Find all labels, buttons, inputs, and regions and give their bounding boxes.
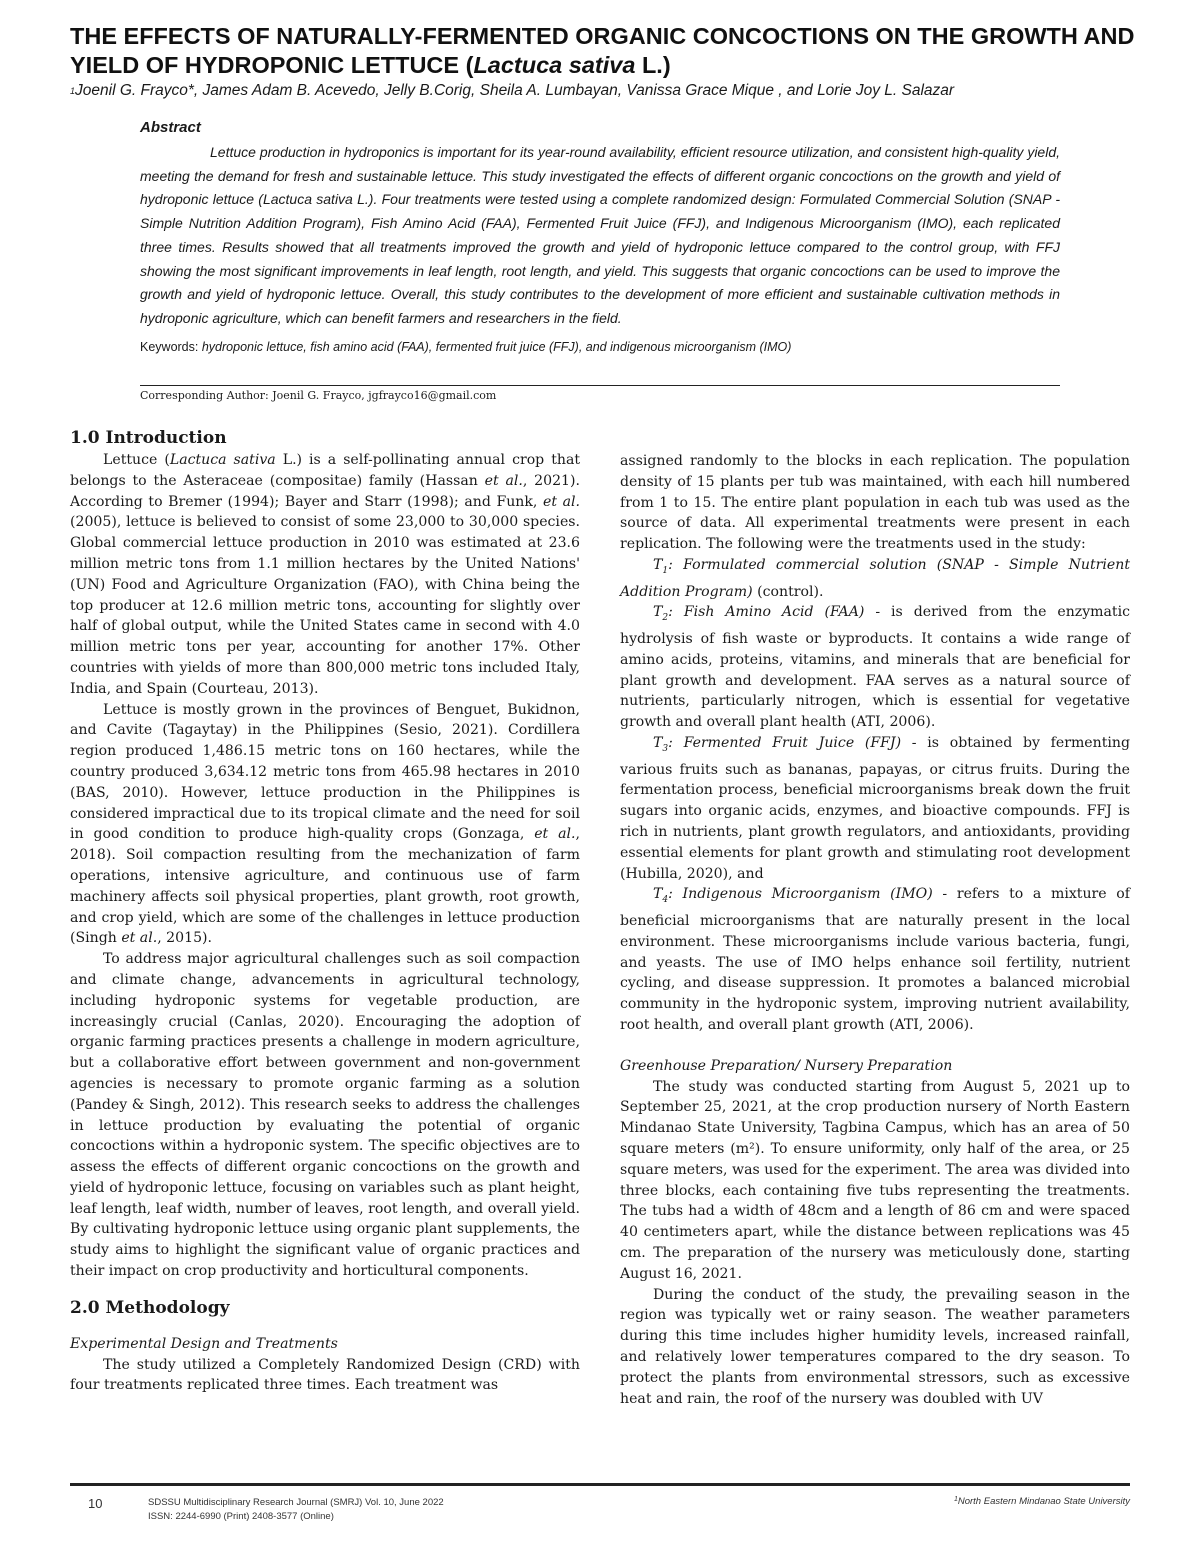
methods-paragraph-2: The study was conducted starting from August 5, 2021 up to September 25, 2021, at the crop production nursery of North Eastern Mindanao State University, Tagbina Campus, which has an area of 50 square meters (m²). To ensure uniformity, only half of the area, or 25 square meters, was used for the experiment. The area was divided into three blocks, each containing five tubs representing the treatments. The tubs had a width of 48cm and a length of 86 cm and were spaced 40 centimeters apart, while the distance between replications was 45 cm. The preparation of the nursery was meticulously done, starting August 16, 2021. bbox=[620, 1078, 1130, 1282]
intro-paragraph-1: Lettuce (Lactuca sativa L.) is a self-pollinating annual crop that belongs to the Asteraceae (compositae) family (Hassan et al., 2021). According to Bremer (1994); Bayer and Starr (1998); and Funk, et al. (2005), lettuce is believed to consist of some 23,000 to 30,000 species. Global commercial lettuce production in 2010 was estimated at 23.6 million metric tons from 1.1 million hectares by the United Nations' (UN) Food and Agriculture Organization (FAO), with China being the top producer at 12.6 million metric tons, accounting for slightly over half of global output, while the United States came in second with 4.0 million metric tons per year, accounting for another 17%. Other countries with yields of more than 800,000 metric tons included Italy, India, and Spain (Courteau, 2013). bbox=[70, 452, 581, 697]
keywords bbox=[140, 338, 1060, 356]
abstract-divider bbox=[140, 385, 1060, 386]
journal-info bbox=[148, 1496, 444, 1524]
university-affiliation: $^1$North Eastern Mindanao State University bbox=[953, 1496, 1130, 1507]
paper-title: THE EFFECTS OF NATURALLY-FERMENTED ORGANIC CONCOCTIONS ON THE GROWTH AND YIELD OF HYDROPONIC LETTUCE (Lactuca sativa L.) bbox=[70, 23, 1135, 78]
methods-paragraph-3: During the conduct of the study, the prevailing season in the region was typically wet or rainy season. The weather parameters during this time includes higher humidity levels, increased rainfall, and relatively lower temperatures compared to the dry season. To protect the plants from environmental stressors, such as excessive heat and rain, the roof of the nursery was doubled with UV bbox=[620, 1286, 1130, 1407]
subheading-greenhouse-preparation: Greenhouse Preparation/ Nursery Preparation bbox=[620, 1057, 953, 1074]
treatment-t1: $T_1$: Formulated commercial solution (SNAP - Simple Nutrient Addition Program) (control). bbox=[620, 556, 1130, 600]
abstract-heading: Abstract bbox=[140, 119, 201, 136]
footer-divider bbox=[70, 1483, 1130, 1486]
intro-paragraph-3: To address major agricultural challenges such as soil compaction and climate change, advancements in agricultural technology, including hydroponic systems for vegetable production, are increasingly crucial (Canlas, 2020). Encouraging the adoption of organic farming practices presents a challenge in modern agriculture, but a collaborative effort between government and non-government agencies is necessary to promote organic farming as a solution (Pandey & Singh, 2012). This research seeks to address the challenges in lettuce production by evaluating the potential of organic concoctions within a hydroponic system. The specific objectives are to assess the effects of different organic concoctions on the growth and yield of hydroponic lettuce, focusing on variables such as plant height, leaf length, leaf width, number of leaves, root length, and overall yield. By cultivating hydroponic lettuce using organic plant supplements, the study aims to highlight the significant value of organic practices and their impact on crop productivity and horticultural components. bbox=[70, 951, 580, 1280]
journal-line-2: ISSN: 2244-6990 (Print) 2408-3577 (Online) bbox=[148, 1511, 334, 1522]
affiliation-mark: 1 bbox=[70, 86, 76, 96]
page-number: 10 bbox=[88, 1496, 103, 1511]
intro-paragraph-2: Lettuce is mostly grown in the provinces of Benguet, Bukidnon, and Cavite (Tagaytay) in the Philippines (Sesio, 2021). Cordillera region produced 1,486.15 metric tons on 160 hectares, while the country produced 3,634.12 metric tons from 465.98 hectares in 2010 (BAS, 2010). However, lettuce production in the Philippines is considered impractical due to its tropical climate and the need for soil in good condition to produce high-quality crops (Gonzaga, et al., 2018). Soil compaction resulting from the mechanization of farm operations, intensive agriculture, and continuous use of farm machinery affects soil physical properties, plant growth, root growth, and crop yield, which are some of the challenges in lettuce production (Singh et al., 2015). bbox=[70, 701, 580, 947]
corresponding-author: Corresponding Author: Joenil G. Frayco, jgfrayco16@gmail.com bbox=[140, 389, 497, 402]
abstract-section bbox=[140, 117, 1060, 356]
right-column bbox=[620, 451, 1130, 1409]
methods-paragraph-1-continued: assigned randomly to the blocks in each replication. The population density of 15 plants per tub was maintained, with each hill numbered from 1 to 15. The entire plant population in each tub was used as the source of data. All experimental treatments were present in each replication. The following were the treatments used in the study: bbox=[620, 453, 1130, 553]
abstract-body: Lettuce production in hydroponics is important for its year-round availability, efficient resource utilization, and consistent high-quality yield, meeting the demand for fresh and sustainable lettuce. This study investigated the effects of different organic concoctions on the growth and yield of hydroponic lettuce (Lactuca sativa L.). Four treatments were tested using a complete randomized design: Formulated Commercial Solution (SNAP - Simple Nutrition Addition Program), Fish Amino Acid (FAA), Fermented Fruit Juice (FFJ), and Indigenous Microorganism (IMO), each replicated three times. Results showed that all treatments improved the growth and yield of hydroponic lettuce compared to the control group, with FFJ showing the most significant improvements in leaf length, root length, and yield. This suggests that organic concoctions can be used to improve the growth and yield of hydroponic lettuce. Overall, this study contributes to the development of more efficient and sustainable cultivation methods in hydroponic agriculture, which can benefit farmers and researchers in the field. bbox=[140, 144, 1060, 326]
author-list: $^1$Joenil G. Frayco*, James Adam B. Acevedo, Jelly B.Corig, Sheila A. Lumbayan, Vanissa Grace Mique , and Lorie Joy L. Salazar bbox=[70, 82, 955, 99]
treatment-t3: $T_3$: Fermented Fruit Juice (FFJ) - is obtained by fermenting various fruits such as bananas, papayas, or citrus fruits. During the fermentation process, beneficial microorganisms break down the fruit sugars into organic acids, enzymes, and bioactive compounds. FFJ is rich in nutrients, plant growth regulators, and antioxidants, providing essential elements for plant growth and stimulating root development (Hubilla, 2020), and bbox=[620, 734, 1130, 882]
journal-line-1: SDSSU Multidisciplinary Research Journal (SMRJ) Vol. 10, June 2022 bbox=[148, 1497, 444, 1508]
subheading-experimental-design: Experimental Design and Treatments bbox=[70, 1335, 338, 1352]
treatment-t4: $T_4$: Indigenous Microorganism (IMO) - refers to a mixture of beneficial microorganisms that are naturally present in the local environment. These microorganisms include various bacteria, fungi, and yeasts. The use of IMO helps enhance soil fertility, nutrient cycling, and disease suppression. It promotes a balanced microbial community in the hydroponic system, improving nutrient availability, root health, and overall plant growth (ATI, 2006). bbox=[620, 886, 1130, 1033]
methods-paragraph-1: The study utilized a Completely Randomized Design (CRD) with four treatments replicated three times. Each treatment was bbox=[70, 1356, 580, 1394]
keywords-value: hydroponic lettuce, fish amino acid (FAA), fermented fruit juice (FFJ), and indigenous microorganism (IMO) bbox=[201, 339, 792, 354]
left-column bbox=[70, 426, 580, 1396]
keywords-label: Keywords: bbox=[140, 339, 199, 354]
treatment-t2: $T_2$: Fish Amino Acid (FAA) - is derived from the enzymatic hydrolysis of fish waste or byproducts. It contains a wide range of amino acids, proteins, vitamins, and minerals that are beneficial for plant growth and development. FAA serves as a natural source of nutrients, particularly nitrogen, which is essential for vegetative growth and overall plant health (ATI, 2006). bbox=[620, 604, 1130, 731]
section-heading-methodology: 2.0 Methodology bbox=[70, 1297, 230, 1318]
section-heading-introduction: 1.0 Introduction bbox=[70, 428, 227, 448]
